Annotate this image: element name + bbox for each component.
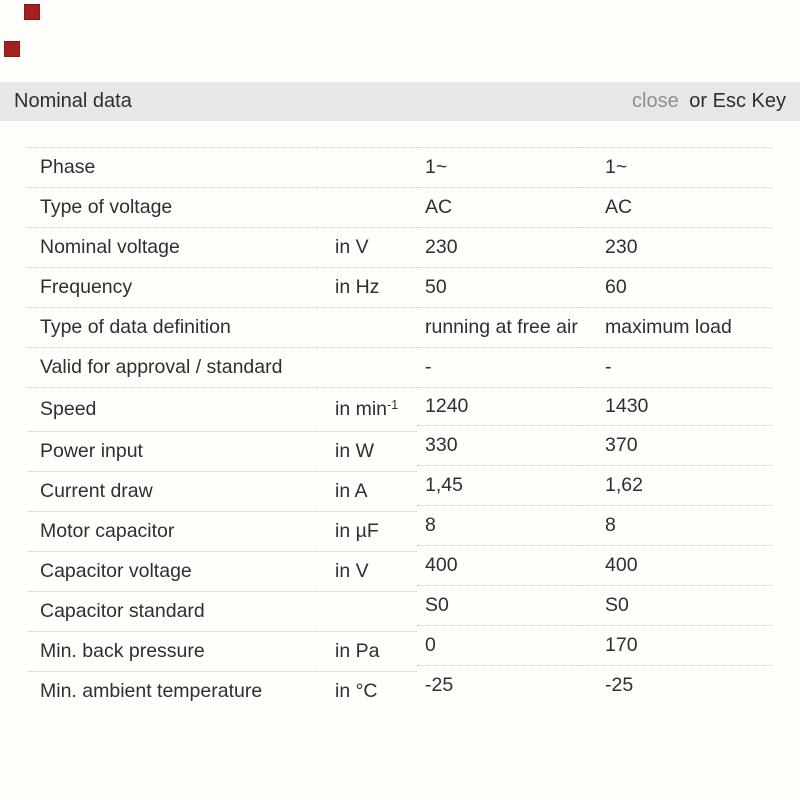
value-cell-2: 1~ — [583, 148, 772, 188]
table-row — [28, 148, 417, 188]
value-cell-1: - — [417, 348, 583, 388]
row-label: Nominal voltage — [28, 228, 318, 268]
row-label: Power input — [28, 432, 318, 472]
table-row — [28, 472, 417, 512]
row-unit — [318, 308, 417, 348]
esc-key-hint: or Esc Key — [689, 90, 786, 112]
value-cell-2: 60 — [583, 268, 772, 308]
row-unit: in °C — [318, 672, 417, 712]
nominal-data-table — [28, 147, 772, 712]
value-cell-2: - — [583, 348, 772, 388]
row-unit: in A — [318, 472, 417, 512]
value-cell-1: AC — [417, 188, 583, 228]
table-row-values — [417, 308, 772, 348]
table-row-values — [417, 228, 772, 268]
value-cell-1: S0 — [417, 586, 583, 626]
row-label: Type of data definition — [28, 308, 318, 348]
value-cell-2: 8 — [583, 506, 772, 546]
row-label: Min. back pressure — [28, 632, 318, 672]
value-cell-1: 0 — [417, 626, 583, 666]
row-label: Motor capacitor — [28, 512, 318, 552]
table-row — [28, 432, 417, 472]
value-cell-1: -25 — [417, 666, 583, 706]
table-row-values — [417, 426, 772, 466]
value-cell-2: 230 — [583, 228, 772, 268]
table-row-values — [417, 626, 772, 666]
table-row — [28, 348, 417, 388]
table-row — [28, 388, 417, 432]
table-row-values — [417, 466, 772, 506]
value-cell-2: AC — [583, 188, 772, 228]
table-row-values — [417, 148, 772, 188]
table-row — [28, 308, 417, 348]
table-row — [28, 188, 417, 228]
table-row — [28, 552, 417, 592]
dialog-header — [0, 82, 800, 121]
table-row — [28, 672, 417, 712]
row-unit: in V — [318, 552, 417, 592]
value-cell-2: 1430 — [583, 388, 772, 426]
value-cell-1: 230 — [417, 228, 583, 268]
table-row-values — [417, 268, 772, 308]
table-row-values — [417, 666, 772, 706]
logo-square-icon — [4, 41, 20, 57]
labels-units-table — [28, 147, 417, 712]
logo-square-icon — [24, 4, 40, 20]
row-unit: in V — [318, 228, 417, 268]
value-cell-1: 1,45 — [417, 466, 583, 506]
table-row-values — [417, 506, 772, 546]
row-unit: in µF — [318, 512, 417, 552]
row-unit: in W — [318, 432, 417, 472]
value-cell-2: 170 — [583, 626, 772, 666]
row-label: Capacitor voltage — [28, 552, 318, 592]
table-row-values — [417, 188, 772, 228]
table-row — [28, 268, 417, 308]
value-cell-1: 50 — [417, 268, 583, 308]
row-unit — [318, 188, 417, 228]
row-unit: in Hz — [318, 268, 417, 308]
table-row — [28, 228, 417, 268]
table-row-values — [417, 546, 772, 586]
row-label: Frequency — [28, 268, 318, 308]
row-label: Min. ambient temperature — [28, 672, 318, 712]
row-label: Valid for approval / standard — [28, 348, 318, 388]
row-label: Phase — [28, 148, 318, 188]
row-unit — [318, 348, 417, 388]
value-cell-1: 1240 — [417, 388, 583, 426]
value-cell-2: S0 — [583, 586, 772, 626]
value-cell-1: 8 — [417, 506, 583, 546]
value-cell-2: 1,62 — [583, 466, 772, 506]
table-row — [28, 512, 417, 552]
row-label: Speed — [28, 388, 318, 432]
value-cell-2: 400 — [583, 546, 772, 586]
row-label: Current draw — [28, 472, 318, 512]
table-row — [28, 632, 417, 672]
row-unit — [318, 148, 417, 188]
row-unit: in $\min^{-1}$ — [318, 388, 417, 432]
value-cell-2: maximum load — [583, 308, 772, 348]
row-label: Type of voltage — [28, 188, 318, 228]
dialog-title: Nominal data — [14, 90, 132, 112]
table-row — [28, 592, 417, 632]
dialog-close-area — [632, 90, 786, 113]
table-row-values — [417, 348, 772, 388]
value-cell-1: running at free air — [417, 308, 583, 348]
table-row-values — [417, 586, 772, 626]
labels-units-body — [28, 148, 417, 712]
value-cell-1: 1~ — [417, 148, 583, 188]
row-label: Capacitor standard — [28, 592, 318, 632]
row-unit: in Pa — [318, 632, 417, 672]
values-table — [417, 147, 772, 706]
value-cell-2: -25 — [583, 666, 772, 706]
value-cell-2: 370 — [583, 426, 772, 466]
close-button[interactable]: close — [632, 90, 679, 112]
value-cell-1: 330 — [417, 426, 583, 466]
values-body — [417, 148, 772, 706]
value-cell-1: 400 — [417, 546, 583, 586]
table-row-values — [417, 388, 772, 426]
row-unit — [318, 592, 417, 632]
unit-superscript: -1 — [387, 398, 399, 412]
